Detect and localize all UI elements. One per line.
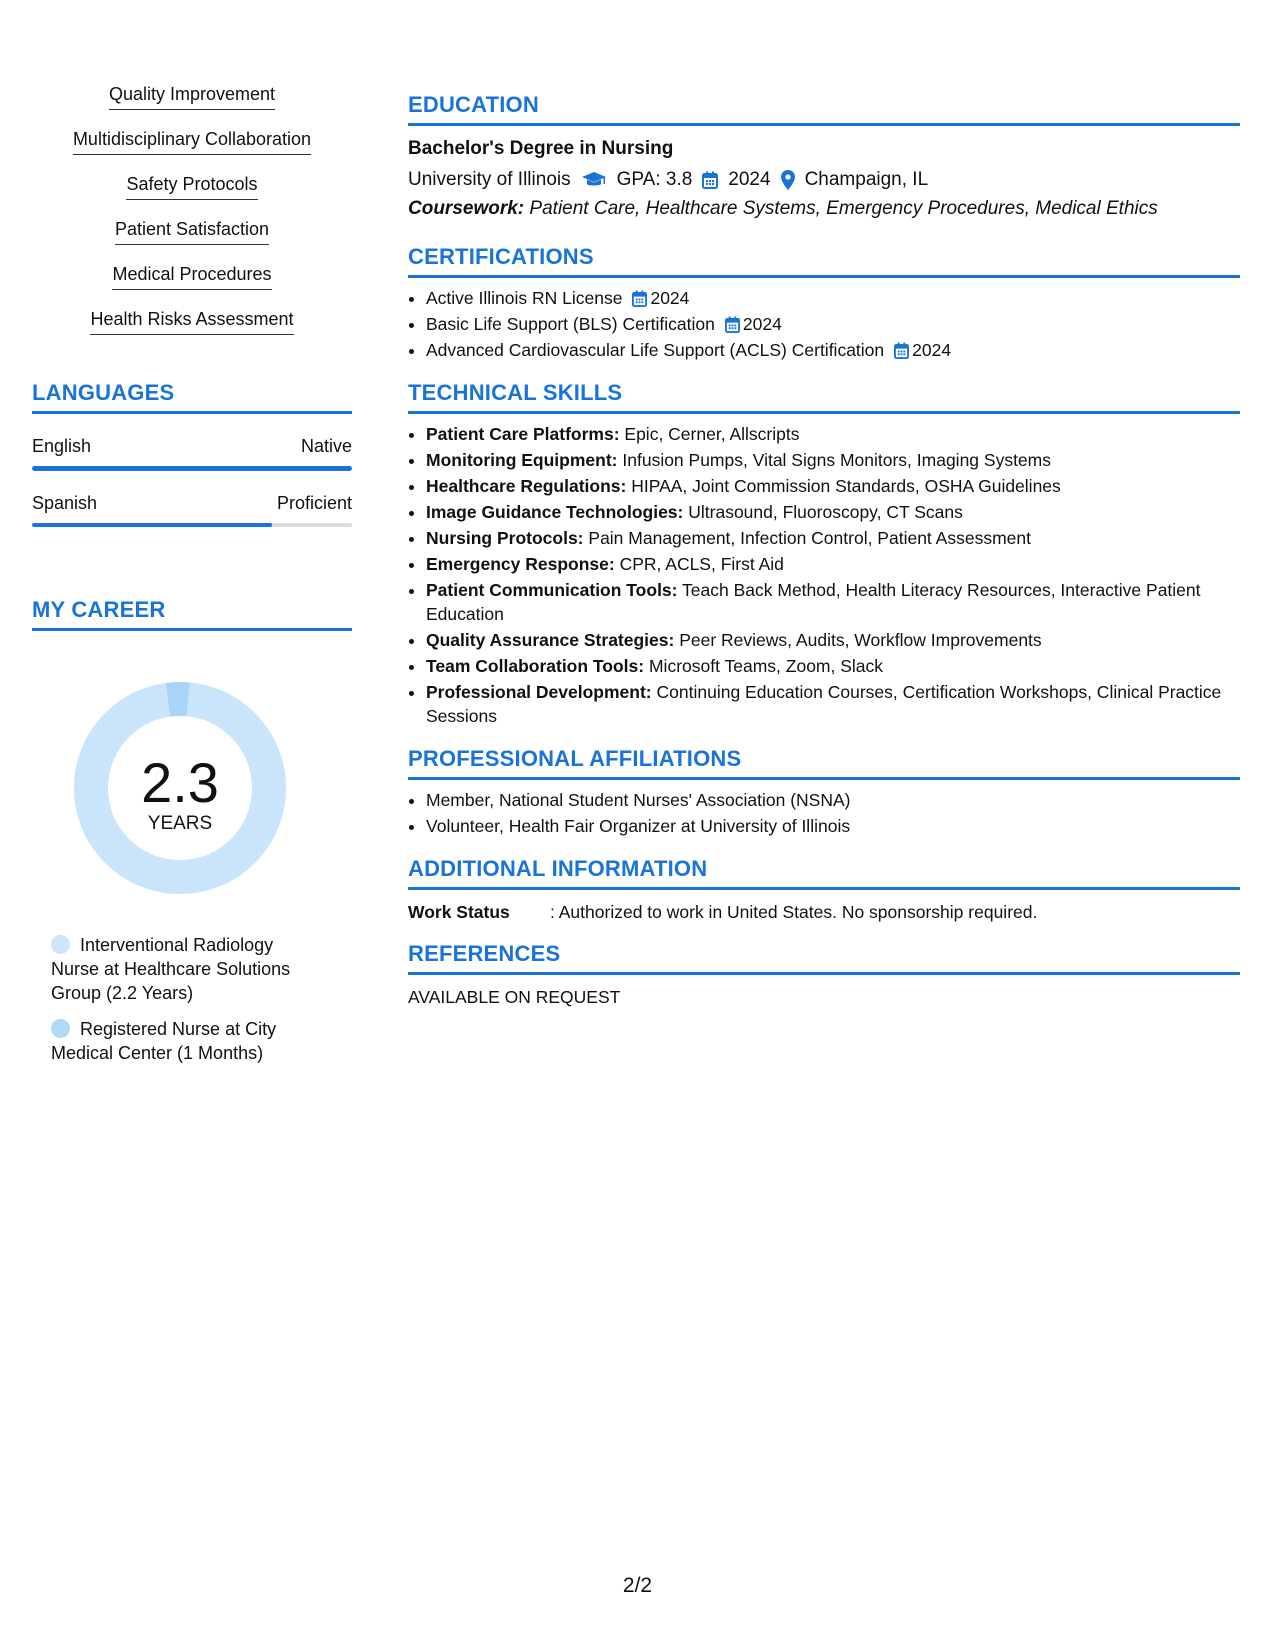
technical-skill-label: Nursing Protocols:: [426, 528, 584, 548]
additional-info-title: ADDITIONAL INFORMATION: [408, 856, 1240, 890]
language-level-fill: [32, 466, 352, 471]
left-column: [32, 82, 352, 1077]
technical-skill-label: Emergency Response:: [426, 554, 615, 574]
work-status-row: [408, 902, 1240, 923]
career-total: 2.3: [141, 751, 219, 814]
skill-label: Safety Protocols: [126, 172, 257, 200]
certifications-section: [408, 244, 1240, 362]
work-status-label: Work Status: [408, 902, 510, 922]
technical-skill-label: Professional Development:: [426, 682, 652, 702]
technical-skill-item: [426, 422, 1240, 446]
language-name: Spanish: [32, 492, 98, 513]
legend-dot: [51, 1019, 70, 1038]
technical-skills-section: [408, 380, 1240, 728]
calendar-icon: [894, 342, 909, 359]
education-section: [408, 92, 1240, 220]
skills-list: [32, 82, 352, 352]
career-donut-chart: [67, 675, 293, 901]
coursework-label: Coursework:: [408, 198, 525, 219]
language-level-bar: [32, 523, 352, 528]
technical-skill-label: Healthcare Regulations:: [426, 476, 627, 496]
affiliations-section: [408, 746, 1240, 838]
technical-skill-value: Infusion Pumps, Vital Signs Monitors, Imaging Systems: [622, 450, 1051, 470]
skill-label: Health Risks Assessment: [90, 307, 293, 335]
technical-skill-item: [426, 654, 1240, 678]
technical-skill-item: [426, 500, 1240, 524]
gpa: GPA: 3.8: [616, 169, 693, 190]
school-location: Champaign, IL: [804, 169, 929, 190]
technical-skill-value: Microsoft Teams, Zoom, Slack: [648, 656, 884, 676]
certifications-title: CERTIFICATIONS: [408, 244, 1240, 278]
technical-skill-value: Peer Reviews, Audits, Workflow Improvements: [679, 630, 1042, 650]
school-name: University of Illinois: [408, 169, 571, 190]
education-meta: [408, 169, 1240, 191]
technical-skill-value: CPR, ACLS, First Aid: [619, 554, 784, 574]
certification-item: [426, 338, 1240, 362]
technical-skill-item: [426, 552, 1240, 576]
affiliation-item: • Volunteer, Health Fair Organizer at University of Illinois: [426, 814, 1240, 838]
technical-skill-label: Quality Assurance Strategies:: [426, 630, 675, 650]
references-title: REFERENCES: [408, 941, 1240, 975]
technical-skills-title: TECHNICAL SKILLS: [408, 380, 1240, 414]
technical-skill-item: [426, 474, 1240, 498]
calendar-icon: [632, 290, 647, 307]
language-item: [32, 436, 352, 471]
graduation-cap-icon: [581, 171, 607, 189]
technical-skill-label: Team Collaboration Tools:: [426, 656, 645, 676]
calendar-icon: [725, 316, 740, 333]
certification-year: 2024: [742, 314, 782, 334]
coursework-value: Patient Care, Healthcare Systems, Emergency Procedures, Medical Ethics: [529, 198, 1158, 219]
languages-title: LANGUAGES: [32, 380, 352, 414]
technical-skill-value: Epic, Cerner, Allscripts: [624, 424, 800, 444]
certifications-list: [408, 286, 1240, 362]
technical-skill-item: [426, 526, 1240, 550]
affiliation-item: • Member, National Student Nurses' Association (NSNA): [426, 788, 1240, 812]
work-status-value: : Authorized to work in United States. No sponsorship required.: [550, 902, 1038, 922]
technical-skill-label: Patient Care Platforms:: [426, 424, 620, 444]
certification-name: Basic Life Support (BLS) Certification: [426, 314, 715, 334]
additional-info-section: [408, 856, 1240, 923]
career-title: MY CAREER: [32, 597, 352, 631]
language-level-bar: [32, 466, 352, 471]
technical-skill-value: Ultrasound, Fluoroscopy, CT Scans: [688, 502, 963, 522]
calendar-icon: [702, 171, 718, 189]
language-level: Native: [300, 436, 352, 456]
legend-item: [51, 933, 321, 1005]
skill-label: Medical Procedures: [112, 262, 271, 290]
graduation-year: 2024: [728, 169, 771, 190]
certification-name: Active Illinois RN License: [426, 288, 623, 308]
career-unit: YEARS: [147, 813, 213, 834]
location-pin-icon: [781, 170, 795, 190]
references-section: [408, 941, 1240, 1008]
technical-skill-label: Monitoring Equipment:: [426, 450, 618, 470]
coursework: [408, 198, 1240, 220]
technical-skill-item: [426, 628, 1240, 652]
technical-skill-label: Image Guidance Technologies:: [426, 502, 684, 522]
affiliations-list: [408, 788, 1240, 838]
technical-skill-value: Continuing Education Courses, Certification Workshops, Clinical Practice Sessions: [426, 682, 1222, 726]
certification-year: 2024: [912, 340, 952, 360]
career-legend: [51, 933, 321, 1065]
certification-item: [426, 286, 1240, 310]
page-number: 2/2: [622, 1574, 653, 1597]
skill-label: Multidisciplinary Collaboration: [73, 127, 311, 155]
legend-label: Registered Nurse at City Medical Center (1 Months): [51, 1019, 277, 1063]
career-section: [32, 597, 352, 1065]
language-level-fill: [32, 523, 272, 528]
technical-skill-label: Patient Communication Tools:: [426, 580, 678, 600]
right-column: [408, 92, 1240, 1022]
technical-skill-item: [426, 448, 1240, 472]
languages-section: [32, 380, 352, 527]
affiliations-title: PROFESSIONAL AFFILIATIONS: [408, 746, 1240, 780]
skill-item: [32, 172, 352, 217]
skill-item: [32, 262, 352, 307]
skill-label: Quality Improvement: [109, 82, 275, 110]
certification-name: Advanced Cardiovascular Life Support (ACLS) Certification: [426, 340, 885, 360]
skill-label: Patient Satisfaction: [115, 217, 269, 245]
technical-skill-value: Pain Management, Infection Control, Patient Assessment: [588, 528, 1031, 548]
technical-skill-value: HIPAA, Joint Commission Standards, OSHA Guidelines: [631, 476, 1061, 496]
certification-item: [426, 312, 1240, 336]
technical-skill-item: [426, 578, 1240, 626]
skill-item: [32, 82, 352, 127]
certification-year: 2024: [650, 288, 690, 308]
skill-item: [32, 127, 352, 172]
references-text: AVAILABLE ON REQUEST: [408, 987, 621, 1007]
language-name: English: [32, 436, 92, 456]
legend-item: [51, 1017, 321, 1065]
language-level: Proficient: [276, 492, 352, 513]
education-title: EDUCATION: [408, 92, 1240, 126]
skill-item: [32, 217, 352, 262]
technical-skills-list: [408, 422, 1240, 728]
language-item: [32, 493, 352, 528]
technical-skill-item: [426, 680, 1240, 728]
skill-item: [32, 307, 352, 352]
degree-title: Bachelor's Degree in Nursing: [408, 138, 674, 159]
technical-skill-value: Teach Back Method, Health Literacy Resources, Interactive Patient Education: [426, 580, 1201, 624]
legend-dot: [51, 935, 70, 954]
legend-label: Interventional Radiology Nurse at Healthcare Solutions Group (2.2 Years): [51, 935, 291, 1003]
